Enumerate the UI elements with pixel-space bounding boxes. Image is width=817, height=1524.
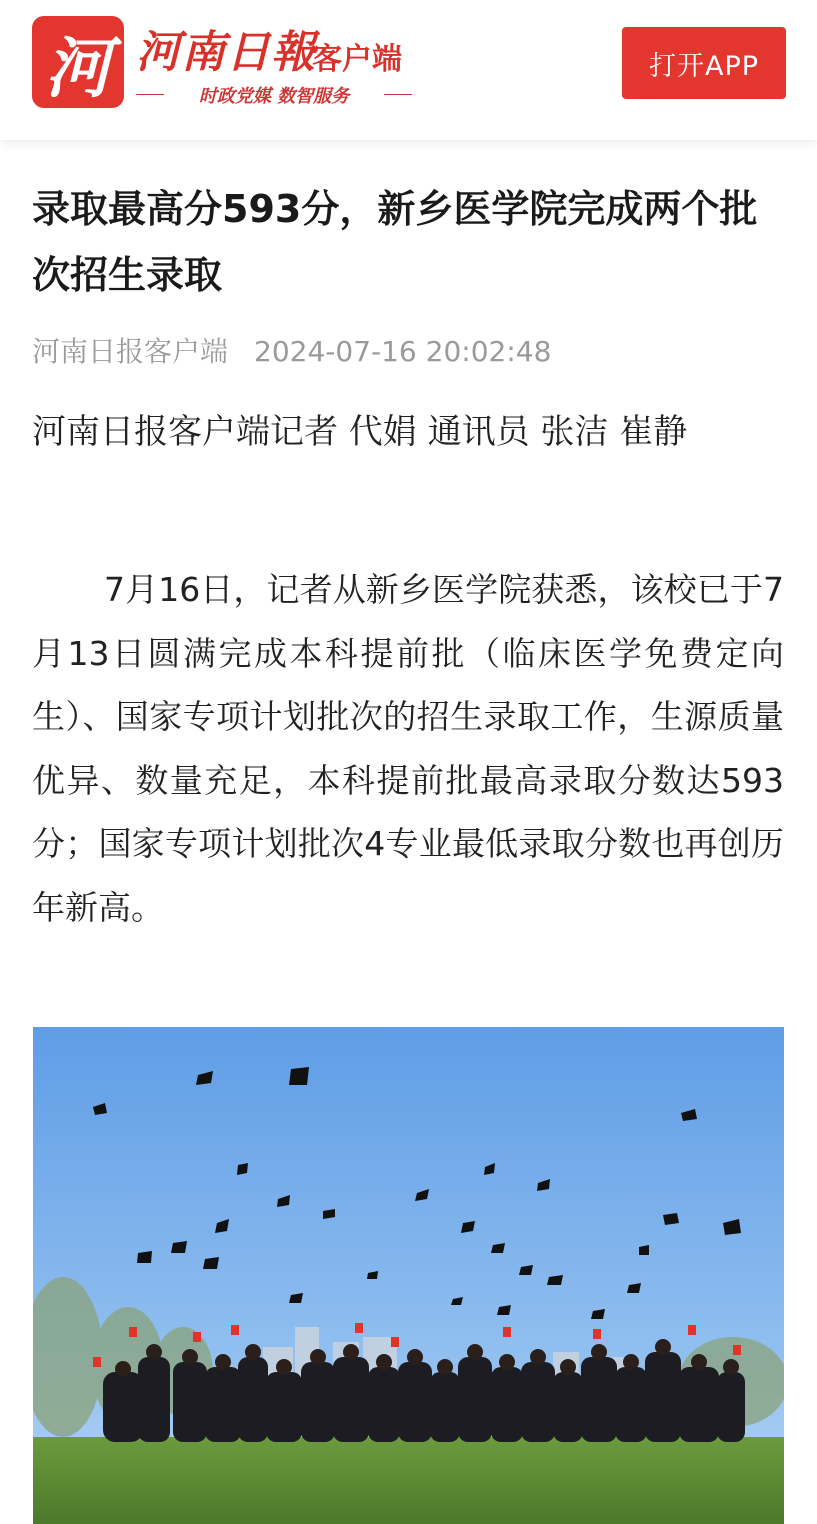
- article-paragraph: 7月16日，记者从新乡医学院获悉，该校已于7月13日圆满完成本科提前批（临床医学免费定向生）、国家专项计划批次的招生录取工作，生源质量优异、数量充足，本科提前批最高录取分数达593分；国家专项计划批次4专业最低录取分数也再创历年新高。: [32, 570, 784, 927]
- slogan-divider-left: [136, 94, 164, 95]
- slogan: 时政党媒 数智服务: [198, 86, 350, 107]
- slogan-divider-right: [384, 94, 412, 95]
- brand: [136, 14, 416, 114]
- article-title: 录取最高分593分，新乡医学院完成两个批次招生录取: [32, 187, 758, 297]
- logo-glyph: 河: [45, 28, 111, 107]
- graduates: [103, 1352, 745, 1442]
- brand-suffix: 客户端: [312, 42, 402, 77]
- brand-name: 河南日報: [136, 27, 316, 78]
- article-photo[interactable]: [33, 1027, 784, 1524]
- open-app-button[interactable]: 打开APP: [622, 27, 786, 99]
- lawn: [33, 1437, 784, 1524]
- logo: [32, 16, 124, 108]
- slogan-row: [136, 82, 412, 106]
- app-header: [0, 0, 817, 140]
- graduation-photo-illustration: [33, 1027, 784, 1524]
- article-meta: [32, 330, 784, 370]
- article-byline: 河南日报客户端记者 代娟 通讯员 张洁 崔静: [32, 412, 688, 452]
- article-source: 河南日报客户端: [32, 335, 229, 368]
- article-date: 2024-07-16 20:02:48: [254, 335, 552, 368]
